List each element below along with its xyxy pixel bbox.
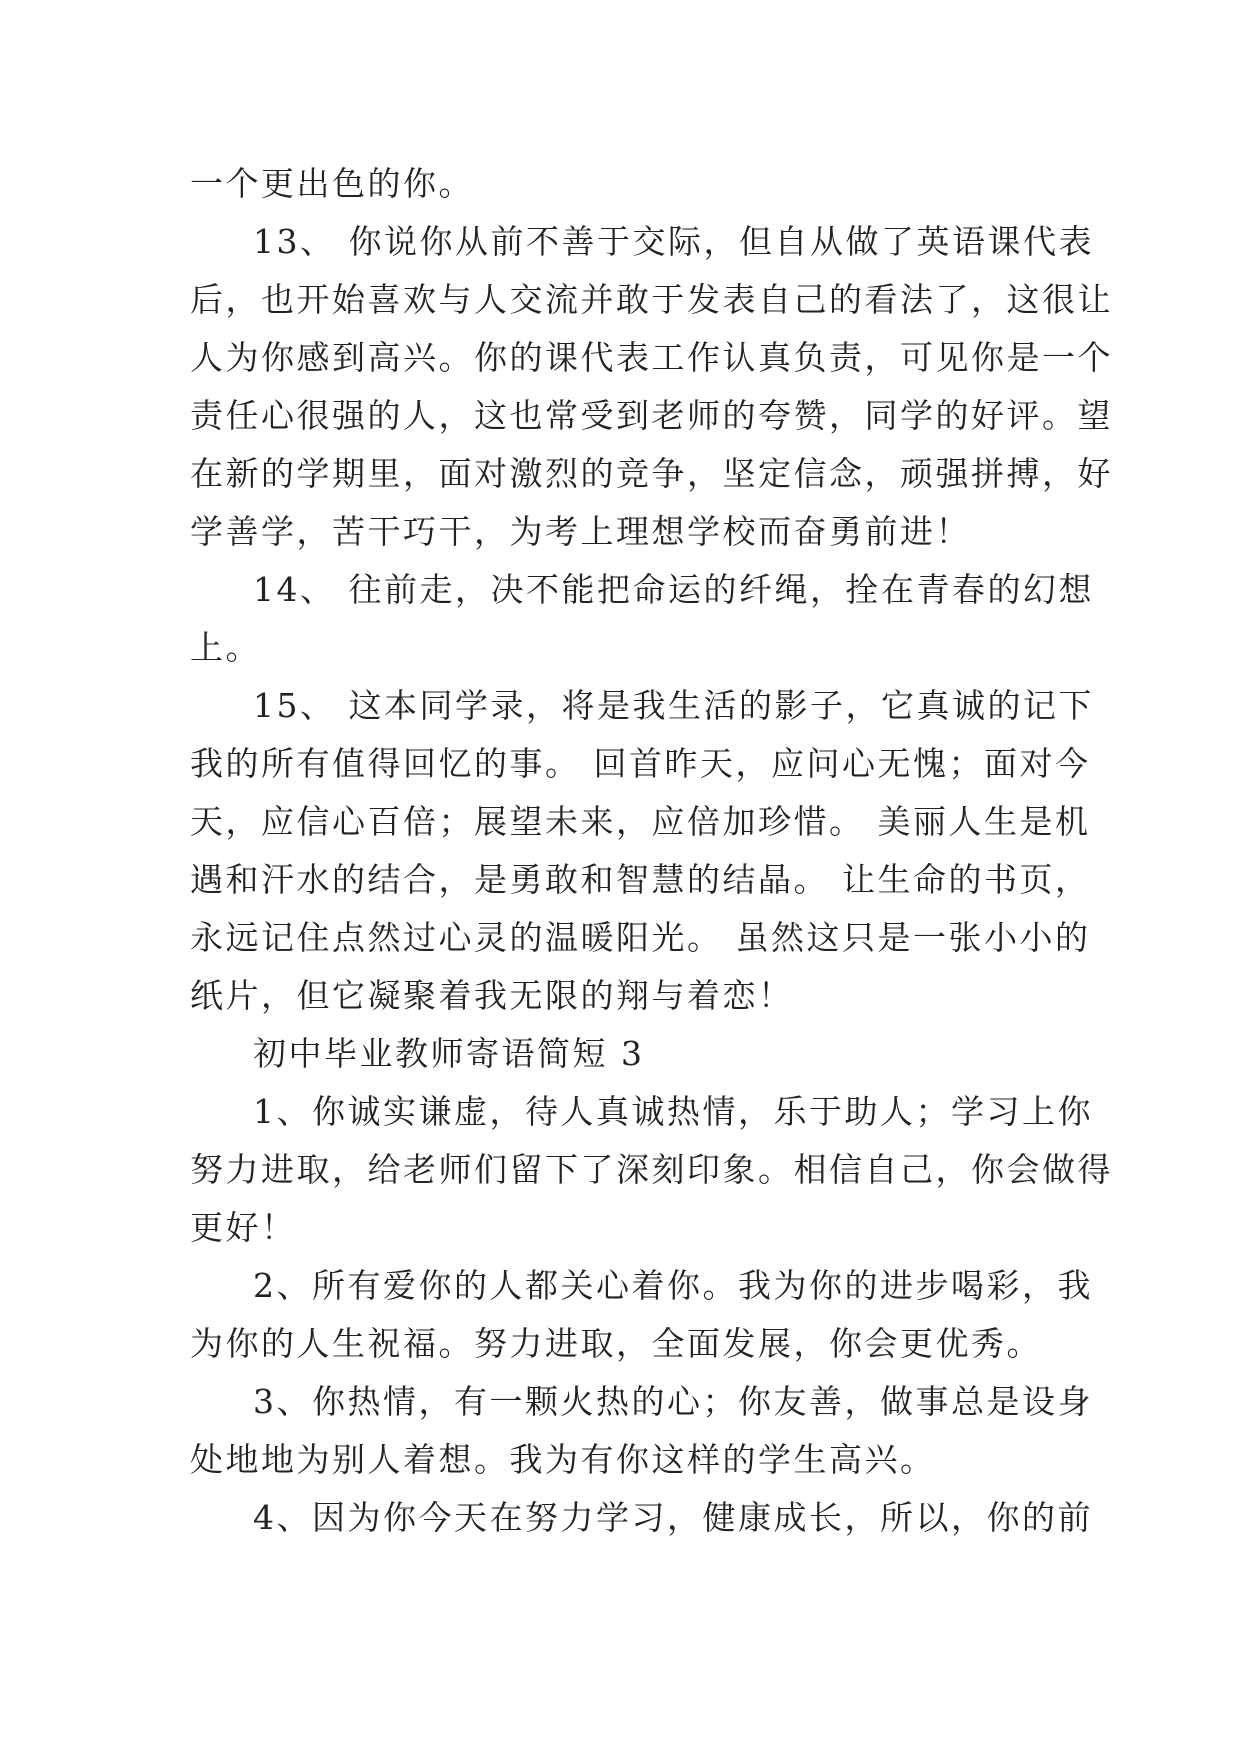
text-line: 15、 这本同学录，将是我生活的影子，它真诚的记下 (253, 686, 1094, 725)
text-line: 为你的人生祝福。努力进取，全面发展，你会更优秀。 (190, 1324, 1042, 1363)
text-line: 3、你热情，有一颗火热的心；你友善，做事总是设身 (253, 1382, 1093, 1421)
text-line: 遇和汗水的结合，是勇敢和智慧的结晶。 让生命的书页， (190, 860, 1091, 899)
text-line: 我的所有值得回忆的事。 回首昨天，应问心无愧；面对今 (190, 744, 1091, 783)
text-line: 13、 你说你从前不善于交际，但自从做了英语课代表 (253, 222, 1094, 261)
text-line: 更好！ (190, 1208, 297, 1247)
document-body (190, 155, 1113, 1547)
text-line: 4、因为你今天在努力学习，健康成长，所以，你的前 (253, 1498, 1093, 1537)
text-line: 学善学，苦干巧干，为考上理想学校而奋勇前进！ (190, 512, 971, 551)
text-line: 2、所有爱你的人都关心着你。我为你的进步喝彩，我 (253, 1266, 1093, 1305)
text-line: 责任心很强的人，这也常受到老师的夸赞，同学的好评。望 (190, 396, 1113, 435)
text-line: 上。 (190, 628, 261, 667)
text-line: 1、你诚实谦虚，待人真诚热情，乐于助人；学习上你 (253, 1092, 1093, 1131)
text-line: 14、 往前走，决不能把命运的纤绳，拴在青春的幻想 (253, 570, 1094, 609)
text-line: 永远记住点然过心灵的温暖阳光。 虽然这只是一张小小的 (190, 918, 1091, 957)
text-line: 努力进取，给老师们留下了深刻印象。相信自己，你会做得 (190, 1150, 1113, 1189)
text-line: 处地地为别人着想。我为有你这样的学生高兴。 (190, 1440, 936, 1479)
text-line: 人为你感到高兴。你的课代表工作认真负责，可见你是一个 (190, 338, 1113, 377)
text-line: 纸片，但它凝聚着我无限的翔与着恋！ (190, 976, 794, 1015)
text-line: 天，应信心百倍；展望未来，应倍加珍惜。 美丽人生是机 (190, 802, 1091, 841)
text-line: 后，也开始喜欢与人交流并敢于发表自己的看法了，这很让 (190, 280, 1113, 319)
text-line: 一个更出色的你。 (190, 164, 474, 203)
section-heading: 初中毕业教师寄语简短 3 (253, 1034, 645, 1073)
text-line: 在新的学期里，面对激烈的竞争，坚定信念，顽强拼搏，好 (190, 454, 1113, 493)
